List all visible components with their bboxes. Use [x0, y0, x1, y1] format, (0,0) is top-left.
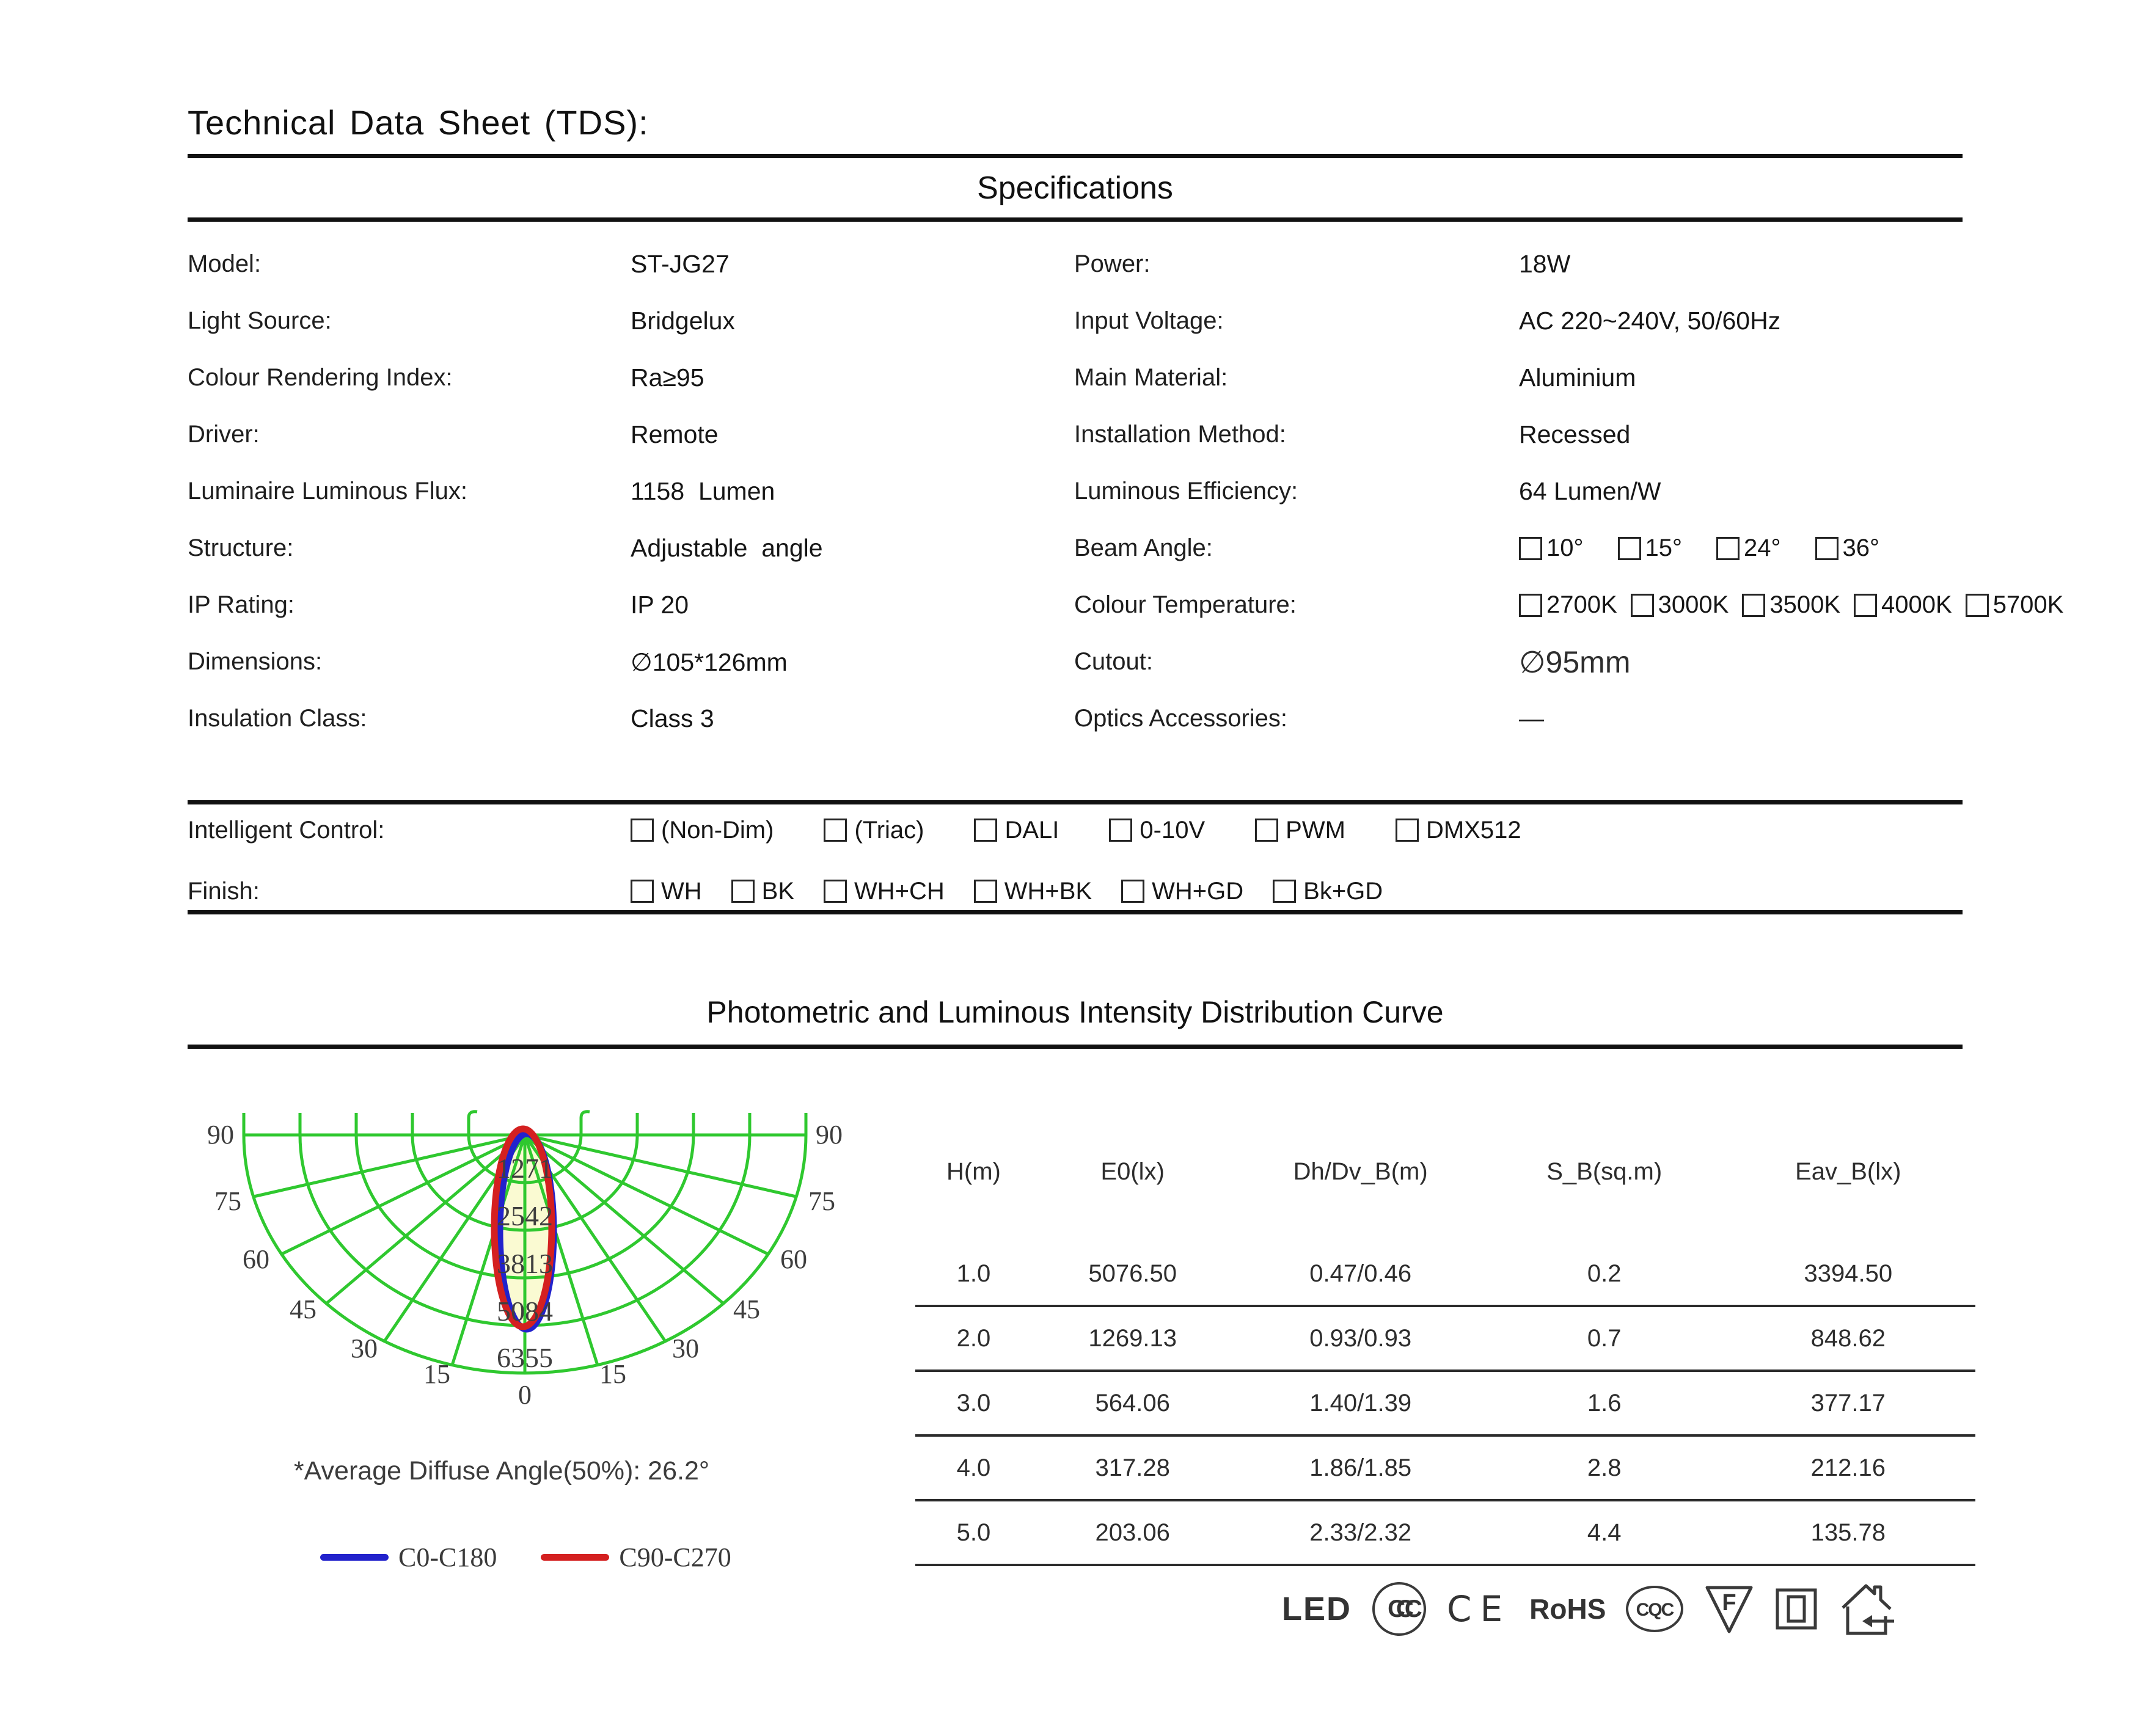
checkbox-label: 15° [1645, 534, 1682, 561]
curve-legend [320, 1542, 731, 1573]
spec-label: Structure: [188, 534, 294, 561]
intelligent-control-option [1109, 817, 1205, 844]
spec-label: Insulation Class: [188, 705, 367, 732]
checkbox[interactable] [631, 880, 654, 903]
table-cell: 1.40/1.39 [1233, 1371, 1487, 1435]
rohs-mark: RoHS [1529, 1593, 1606, 1625]
checkbox[interactable] [974, 880, 997, 903]
ccc-mark-text: CCC [1388, 1596, 1413, 1622]
angle-label: 60 [780, 1244, 807, 1274]
spec-label: Driver: [188, 421, 260, 448]
angle-label: 0 [518, 1380, 532, 1410]
table-cell: 1.0 [915, 1242, 1032, 1306]
intelligent-control-options [631, 817, 1571, 844]
checkbox-label: WH+GD [1152, 877, 1244, 905]
ring-value: 3813 [497, 1248, 553, 1279]
column-header: Eav_B(lx) [1795, 1158, 1901, 1185]
checkbox[interactable] [1716, 537, 1740, 560]
checkbox-label: 4000K [1881, 591, 1952, 618]
spec-row-structure-beamangle [188, 520, 2021, 577]
table-cell: 317.28 [1032, 1435, 1234, 1500]
spec-value: IP 20 [631, 591, 689, 619]
column-header: S_B(sq.m) [1546, 1158, 1663, 1185]
specifications-grid [188, 236, 2064, 747]
intelligent-control-option [1255, 817, 1345, 844]
checkbox-label: 10° [1546, 534, 1584, 561]
double-insulation-icon [1773, 1586, 1820, 1632]
spec-label: Main Material: [1074, 364, 1228, 391]
spec-label: Luminaire Luminous Flux: [188, 478, 467, 505]
finish-option [631, 878, 702, 905]
ccc-mark-icon [1370, 1580, 1429, 1638]
colour-temperature-option [1631, 591, 1729, 619]
checkbox[interactable] [1396, 819, 1419, 842]
angle-label: 30 [672, 1333, 699, 1363]
table-cell: 5076.50 [1032, 1242, 1234, 1306]
finish-option [1273, 878, 1383, 905]
spec-value: Bridgelux [631, 307, 735, 335]
ce-mark: CE [1447, 1588, 1512, 1630]
spec-row-insulation-optics [188, 690, 2021, 747]
spec-value: 64 Lumen/W [1519, 477, 1661, 505]
angle-label: 15 [599, 1359, 626, 1389]
checkbox[interactable] [1519, 594, 1542, 617]
beam-angle-option [1716, 534, 1781, 562]
angle-label: 45 [290, 1294, 316, 1324]
column-header: Dh/Dv_B(m) [1293, 1158, 1428, 1185]
spec-label: Cutout: [1074, 648, 1153, 675]
beam-angle-option [1815, 534, 1880, 562]
photometric-heading: Photometric and Luminous Intensity Distribution Curve [706, 995, 1444, 1029]
spec-row-driver-installation [188, 406, 2021, 463]
checkbox-label: 3500K [1769, 591, 1841, 618]
colour-temperature-options [1519, 591, 2064, 619]
checkbox-label: Bk+GD [1303, 877, 1383, 905]
table-cell: 3394.50 [1721, 1242, 1975, 1306]
spec-label: Colour Temperature: [1074, 591, 1297, 618]
colour-temperature-option [1519, 591, 1617, 619]
checkbox-label: 3000K [1658, 591, 1729, 618]
spec-row-lightsource-voltage [188, 293, 2021, 349]
spec-value: 18W [1519, 250, 1571, 278]
diffuse-angle-note: *Average Diffuse Angle(50%): 26.2° [293, 1456, 710, 1486]
beam-angle-option [1519, 534, 1584, 562]
ring-value: 1271 [497, 1153, 553, 1184]
colour-temperature-option [1742, 591, 1840, 619]
cqc-mark-text: CQC [1636, 1600, 1674, 1620]
f-triangle-text: F [1722, 1590, 1736, 1616]
spec-label: Finish: [188, 877, 260, 905]
spec-value: — [1519, 704, 1544, 732]
indoor-use-house-icon [1838, 1581, 1897, 1637]
spec-row-iprating-colourtemp [188, 577, 2064, 633]
checkbox[interactable] [1815, 537, 1838, 560]
table-cell: 0.47/0.46 [1233, 1242, 1487, 1306]
spec-value: Aluminium [1519, 363, 1636, 392]
checkbox-label: DALI [1004, 816, 1059, 844]
spec-label: Light Source: [188, 307, 332, 334]
divider [188, 800, 1963, 804]
ring-value: 2542 [497, 1200, 553, 1231]
checkbox[interactable] [1966, 594, 1989, 617]
spec-label: Intelligent Control: [188, 816, 385, 844]
spec-value: Adjustable angle [631, 534, 823, 562]
finish-row [188, 871, 2021, 911]
divider [188, 910, 1963, 914]
table-cell: 2.0 [915, 1306, 1032, 1371]
table-cell: 2.33/2.32 [1233, 1500, 1487, 1565]
legend-swatch-red [541, 1554, 609, 1561]
spec-value: ST-JG27 [631, 250, 730, 278]
intelligent-control-row [188, 810, 2021, 850]
finish-option [1121, 878, 1243, 905]
table-cell: 0.93/0.93 [1233, 1306, 1487, 1371]
angle-label: 15 [423, 1359, 450, 1389]
spec-label: Installation Method: [1074, 421, 1286, 448]
ring-value: 6355 [497, 1342, 553, 1373]
table-cell: 1.86/1.85 [1233, 1435, 1487, 1500]
divider [188, 217, 1963, 222]
table-cell: 377.17 [1721, 1371, 1975, 1435]
angle-label: 60 [243, 1244, 269, 1274]
table-cell: 4.0 [915, 1435, 1032, 1500]
legend-item-c90-c270 [541, 1542, 731, 1573]
table-cell: 2.8 [1488, 1435, 1721, 1500]
table-cell: 848.62 [1721, 1306, 1975, 1371]
spec-value: Recessed [1519, 420, 1631, 448]
spec-label: Power: [1074, 250, 1151, 277]
finish-options [631, 878, 1412, 905]
checkbox[interactable] [1109, 819, 1132, 842]
column-header: H(m) [946, 1158, 1001, 1185]
table-cell: 564.06 [1032, 1371, 1234, 1435]
angle-label: 75 [808, 1186, 835, 1216]
table-row [915, 1435, 1975, 1500]
angle-label: 75 [214, 1186, 241, 1216]
spec-label: Model: [188, 250, 262, 277]
table-row [915, 1500, 1975, 1565]
checkbox[interactable] [1273, 880, 1296, 903]
checkbox-label: WH [661, 877, 702, 905]
table-header-row [915, 1150, 1975, 1194]
checkbox[interactable] [731, 880, 755, 903]
checkbox[interactable] [1618, 537, 1641, 560]
colour-temperature-option [1854, 591, 1952, 619]
specifications-heading: Specifications [977, 170, 1173, 206]
spec-row-flux-efficiency [188, 463, 2021, 520]
finish-option [974, 878, 1092, 905]
cqc-mark-icon [1624, 1583, 1685, 1635]
checkbox[interactable] [1631, 594, 1654, 617]
spec-value: Remote [631, 420, 719, 448]
spec-row-dimensions-cutout [188, 633, 2021, 690]
checkbox-label: BK [761, 877, 794, 905]
spec-label: Input Voltage: [1074, 307, 1224, 334]
checkbox[interactable] [824, 819, 847, 842]
spec-value: ∅105*126mm [631, 647, 788, 676]
divider [188, 1045, 1963, 1049]
column-header: E0(lx) [1100, 1158, 1165, 1185]
beam-angle-option [1618, 534, 1683, 562]
table-cell: 5.0 [915, 1500, 1032, 1565]
spec-row-model-power [188, 236, 2021, 293]
checkbox-label: 5700K [1992, 591, 2064, 618]
illuminance-table [915, 1150, 1975, 1566]
spec-label: Beam Angle: [1074, 534, 1213, 561]
table-row [915, 1242, 1975, 1306]
table-cell: 0.7 [1488, 1306, 1721, 1371]
angle-label: 45 [733, 1294, 760, 1324]
certification-marks [1282, 1580, 1897, 1638]
spec-value: AC 220~240V, 50/60Hz [1519, 307, 1781, 335]
spec-label: IP Rating: [188, 591, 295, 618]
polar-grid [244, 1112, 806, 1373]
checkbox-label: WH+CH [854, 877, 945, 905]
legend-label: C90-C270 [619, 1542, 731, 1572]
legend-item-c0-c180 [320, 1542, 497, 1573]
checkbox[interactable] [1854, 594, 1877, 617]
table-cell: 203.06 [1032, 1500, 1234, 1565]
page-title: Technical Data Sheet (TDS): [188, 103, 649, 142]
led-mark: LED [1282, 1591, 1352, 1627]
legend-label: C0-C180 [398, 1542, 497, 1572]
spec-label: Dimensions: [188, 648, 323, 675]
legend-swatch-blue [320, 1554, 389, 1561]
checkbox[interactable] [1742, 594, 1765, 617]
table-cell: 1269.13 [1032, 1306, 1234, 1371]
checkbox-label: 0-10V [1140, 816, 1206, 844]
table-cell: 1.6 [1488, 1371, 1721, 1435]
finish-option [731, 878, 794, 905]
table-cell: 4.4 [1488, 1500, 1721, 1565]
table-cell: 212.16 [1721, 1435, 1975, 1500]
finish-option [824, 878, 945, 905]
spec-value: Ra≥95 [631, 363, 704, 392]
spec-row-cri-material [188, 349, 2021, 406]
polar-intensity-chart [190, 1104, 874, 1446]
checkbox-label: (Non-Dim) [661, 816, 774, 844]
angle-label: 30 [351, 1333, 378, 1363]
spec-label: Optics Accessories: [1074, 705, 1288, 732]
table-cell: 0.2 [1488, 1242, 1721, 1306]
spec-value: 1158 Lumen [631, 477, 775, 505]
table-cell: 135.78 [1721, 1500, 1975, 1565]
intelligent-control-option [1396, 817, 1521, 844]
colour-temperature-option [1966, 591, 2064, 619]
checkbox-label: PWM [1286, 816, 1345, 844]
beam-angle-options [1519, 534, 2021, 562]
spec-label: Luminous Efficiency: [1074, 478, 1298, 505]
angle-label: 90 [207, 1120, 234, 1150]
intelligent-control-option [631, 817, 774, 844]
table-row [915, 1306, 1975, 1371]
checkbox[interactable] [974, 819, 997, 842]
angle-label: 90 [816, 1120, 843, 1150]
checkbox-label: DMX512 [1425, 816, 1521, 844]
ring-value: 5084 [497, 1296, 553, 1327]
spec-label: Colour Rendering Index: [188, 364, 453, 391]
table-cell: 3.0 [915, 1371, 1032, 1435]
f-triangle-icon [1703, 1583, 1755, 1635]
checkbox[interactable] [1519, 537, 1542, 560]
checkbox[interactable] [1121, 880, 1144, 903]
intelligent-control-option [824, 817, 924, 844]
checkbox[interactable] [631, 819, 654, 842]
checkbox-label: 36° [1842, 534, 1879, 561]
spec-value: ∅95mm [1519, 644, 1631, 679]
checkbox[interactable] [1255, 819, 1278, 842]
checkbox-label: 24° [1744, 534, 1781, 561]
table-row [915, 1371, 1975, 1435]
checkbox-label: WH+BK [1004, 877, 1092, 905]
checkbox-label: (Triac) [854, 816, 924, 844]
checkbox[interactable] [824, 880, 847, 903]
checkbox-label: 2700K [1546, 591, 1617, 618]
divider [188, 154, 1963, 158]
intelligent-control-option [974, 817, 1059, 844]
spec-value: Class 3 [631, 704, 714, 732]
